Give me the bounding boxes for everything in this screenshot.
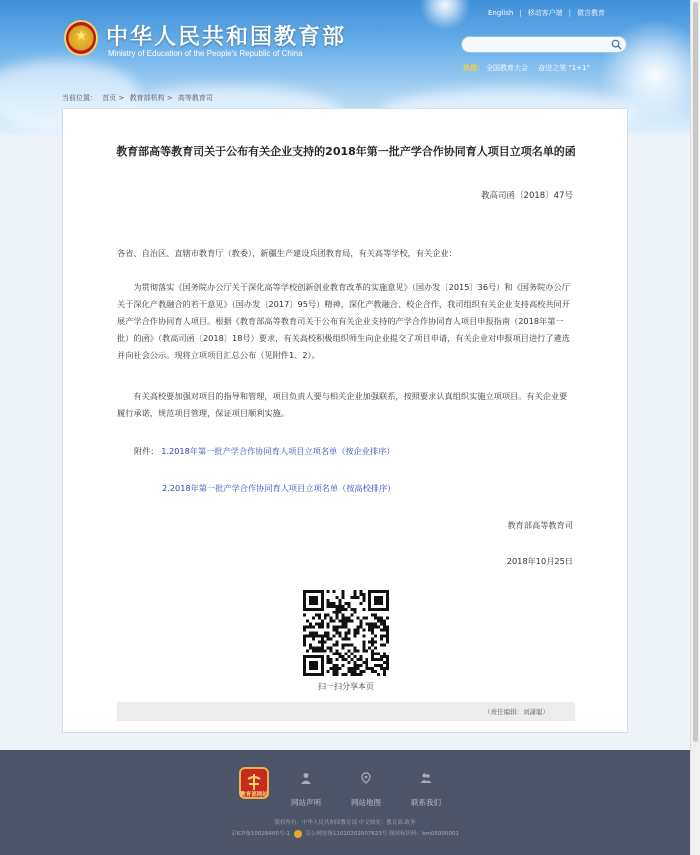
attachment-link-1[interactable]: 1.2018年第一批产学合作协同育人项目立项名单（按企业排序） [161,446,395,456]
breadcrumb-institutions[interactable]: 教育部机构 [129,94,165,102]
responsible-editor: （责任编辑：刘潇聪） [484,708,549,716]
attachment-link-2[interactable]: 2.2018年第一批产学合作协同育人项目立项名单（按高校排序） [162,483,396,493]
body-paragraph: 为贯彻落实《国务院办公厅关于深化高等学校创新创业教育改革的实施意见》（国办发〔2015〕36号）和《国务院办公厅关于深化产教融合的若干意见》（国办发〔2017〕95号）精神，深化产教融合、校企合作，我司组织有关企业支持高校共同开展产学合作协同育人项目。根据《教育部高等教育司关于公布有关企业支持的产学合作协同育人项目申报指南（2018年第一批）的函》（教高司函〔2018〕18号）要求，有关高校积极组织师生向企业提交了项目申请，有关企业对申报项目进行了遴选并向社会公示。现将立项项目汇总公布（见附件1、2）。 [117,282,570,360]
breadcrumb-home[interactable]: 首页 [102,94,117,102]
scrollbar-thumb[interactable] [693,2,698,742]
page-title: 教育部高等教育司关于公布有关企业支持的2018年第一批产学合作协同育人项目立项名单的函 [116,145,576,158]
body-paragraph: 有关高校要加强对项目的指导和管理，项目负责人要与相关企业加强联系，按照要求认真组织实施立项项目。有关企业要履行承诺，规范项目管理，保证项目顺利实施。 [117,391,568,418]
map-pin-icon [360,772,372,784]
search-input[interactable] [470,39,605,51]
hot-search [463,63,598,73]
hot-search-item[interactable]: 奋进之笔 "1+1" [538,64,590,72]
qr-code-icon [303,590,389,676]
police-badge-icon [294,830,302,838]
editor-bar [117,702,575,721]
greeting: 各省、自治区、直辖市教育厅（教委），新疆生产建设兵团教育局，有关高等学校，有关企业： [117,248,457,258]
breadcrumb: 当前位置： 首页 > 教育部机构 > 高等教育司 [62,94,213,102]
search-box [461,36,627,53]
top-links: English | 移动客户端 | 微言教育 [488,9,605,17]
footer-link-label: 联系我们 [411,798,441,807]
qr-caption: 扫一扫分享本页 [318,682,374,691]
copyright-line: 版权所有：中华人民共和国教育部 中文域名：教育部.政务 [274,820,416,826]
scrollbar[interactable] [690,0,700,855]
attachment-row-2 [162,483,395,494]
national-emblem-icon: ★ [64,20,98,56]
mobile-client-link[interactable]: 移动客户端 [527,9,563,17]
icp-record[interactable]: 京ICP备10028400号-1 [231,831,290,837]
contact-us-link[interactable] [401,772,451,809]
site-title[interactable]: 中华人民共和国教育部 [106,25,347,50]
weiyan-link[interactable]: 微言教育 [577,9,605,17]
site-footer [0,750,690,855]
site-statement-link[interactable] [281,772,331,809]
attachment-label: 附件： [134,446,159,456]
site-badge-label: 教育部网站 [240,792,268,798]
english-link[interactable]: English [488,9,514,17]
document-number: 教高司函〔2018〕47号 [481,191,573,201]
footer-notes [0,818,690,840]
site-map-link[interactable] [341,772,391,809]
signature: 教育部高等教育司 [507,520,573,530]
breadcrumb-higher-education[interactable]: 高等教育司 [177,94,213,102]
contacts-icon [420,772,432,784]
search-icon[interactable] [611,39,622,50]
hot-search-label: 热搜: [463,64,480,72]
breadcrumb-label: 当前位置： [62,94,97,102]
dandelion-decoration [420,0,470,30]
attachments [134,446,395,457]
signature-date: 2018年10月25日 [506,556,573,566]
police-record[interactable]: 京公网安备11010202007623号 网站标识码：bm05000001 [305,831,459,837]
article-card [62,108,628,733]
person-icon [300,772,312,784]
footer-link-label: 网站声明 [291,798,321,807]
footer-link-label: 网站地图 [351,798,381,807]
registration-line [0,829,690,840]
hot-search-item[interactable]: 全国教育大会 [486,64,529,72]
badge-symbol-icon [241,772,267,792]
site-subtitle: Ministry of Education of the People's Republic of China [108,49,303,58]
